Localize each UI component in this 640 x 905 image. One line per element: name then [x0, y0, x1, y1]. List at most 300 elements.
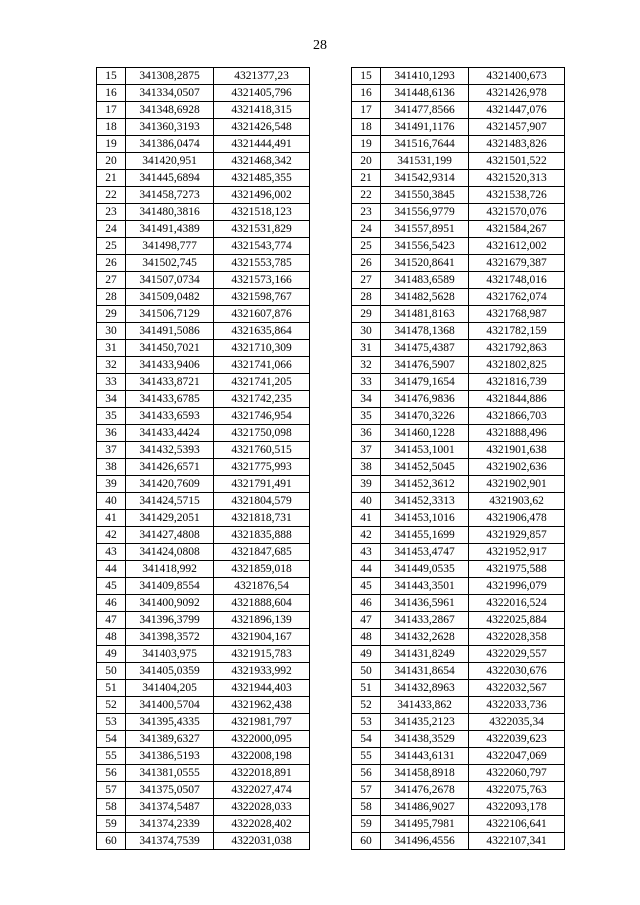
point-number-cell: 32 [97, 357, 126, 374]
point-number-cell: 15 [352, 68, 381, 85]
y-coordinate-cell: 4321748,016 [469, 272, 565, 289]
point-number-cell: 27 [352, 272, 381, 289]
y-coordinate-cell: 4322047,069 [469, 748, 565, 765]
y-coordinate-cell: 4321866,703 [469, 408, 565, 425]
x-coordinate-cell: 341433,4424 [126, 425, 214, 442]
point-number-cell: 21 [97, 170, 126, 187]
x-coordinate-cell: 341398,3572 [126, 629, 214, 646]
table-row [97, 459, 310, 476]
x-coordinate-cell: 341432,2628 [381, 629, 469, 646]
y-coordinate-cell: 4321573,166 [214, 272, 310, 289]
point-number-cell: 34 [352, 391, 381, 408]
point-number-cell: 23 [97, 204, 126, 221]
point-number-cell: 35 [352, 408, 381, 425]
point-number-cell: 39 [352, 476, 381, 493]
y-coordinate-cell: 4322025,884 [469, 612, 565, 629]
table-row [97, 255, 310, 272]
y-coordinate-cell: 4321902,636 [469, 459, 565, 476]
x-coordinate-cell: 341483,6589 [381, 272, 469, 289]
table-row [97, 272, 310, 289]
y-coordinate-cell: 4321876,54 [214, 578, 310, 595]
coordinates-table-right [351, 67, 565, 850]
y-coordinate-cell: 4322060,797 [469, 765, 565, 782]
table-row [97, 204, 310, 221]
x-coordinate-cell: 341542,9314 [381, 170, 469, 187]
y-coordinate-cell: 4321835,888 [214, 527, 310, 544]
x-coordinate-cell: 341557,8951 [381, 221, 469, 238]
point-number-cell: 26 [352, 255, 381, 272]
x-coordinate-cell: 341396,3799 [126, 612, 214, 629]
x-coordinate-cell: 341427,4808 [126, 527, 214, 544]
y-coordinate-cell: 4321584,267 [469, 221, 565, 238]
y-coordinate-cell: 4322008,198 [214, 748, 310, 765]
x-coordinate-cell: 341498,777 [126, 238, 214, 255]
x-coordinate-cell: 341475,4387 [381, 340, 469, 357]
y-coordinate-cell: 4321426,548 [214, 119, 310, 136]
y-coordinate-cell: 4321518,123 [214, 204, 310, 221]
point-number-cell: 28 [97, 289, 126, 306]
table-row [97, 289, 310, 306]
x-coordinate-cell: 341516,7644 [381, 136, 469, 153]
y-coordinate-cell: 4321902,901 [469, 476, 565, 493]
table-row [352, 493, 565, 510]
point-number-cell: 42 [97, 527, 126, 544]
x-coordinate-cell: 341449,0535 [381, 561, 469, 578]
point-number-cell: 58 [352, 799, 381, 816]
x-coordinate-cell: 341432,5393 [126, 442, 214, 459]
y-coordinate-cell: 4322031,038 [214, 833, 310, 850]
x-coordinate-cell: 341360,3193 [126, 119, 214, 136]
y-coordinate-cell: 4322075,763 [469, 782, 565, 799]
table-row [97, 646, 310, 663]
point-number-cell: 17 [352, 102, 381, 119]
y-coordinate-cell: 4321952,917 [469, 544, 565, 561]
x-coordinate-cell: 341374,7539 [126, 833, 214, 850]
x-coordinate-cell: 341458,7273 [126, 187, 214, 204]
x-coordinate-cell: 341424,0808 [126, 544, 214, 561]
point-number-cell: 40 [97, 493, 126, 510]
point-number-cell: 50 [352, 663, 381, 680]
table-row [97, 561, 310, 578]
y-coordinate-cell: 4321904,167 [214, 629, 310, 646]
x-coordinate-cell: 341491,5086 [126, 323, 214, 340]
table-row [352, 425, 565, 442]
x-coordinate-cell: 341400,9092 [126, 595, 214, 612]
x-coordinate-cell: 341409,8554 [126, 578, 214, 595]
y-coordinate-cell: 4321531,829 [214, 221, 310, 238]
table-row [352, 170, 565, 187]
point-number-cell: 39 [97, 476, 126, 493]
table-row [352, 374, 565, 391]
y-coordinate-cell: 4321896,139 [214, 612, 310, 629]
point-number-cell: 41 [352, 510, 381, 527]
y-coordinate-cell: 4321741,066 [214, 357, 310, 374]
y-coordinate-cell: 4322018,891 [214, 765, 310, 782]
table-row [97, 391, 310, 408]
point-number-cell: 44 [97, 561, 126, 578]
y-coordinate-cell: 4321768,987 [469, 306, 565, 323]
table-row [352, 204, 565, 221]
y-coordinate-cell: 4322028,033 [214, 799, 310, 816]
table-row [97, 408, 310, 425]
table-row [352, 323, 565, 340]
x-coordinate-cell: 341403,975 [126, 646, 214, 663]
table-row [352, 731, 565, 748]
x-coordinate-cell: 341452,3612 [381, 476, 469, 493]
table-row [352, 221, 565, 238]
y-coordinate-cell: 4322032,567 [469, 680, 565, 697]
y-coordinate-cell: 4321903,62 [469, 493, 565, 510]
table-row [97, 153, 310, 170]
y-coordinate-cell: 4321802,825 [469, 357, 565, 374]
point-number-cell: 26 [97, 255, 126, 272]
y-coordinate-cell: 4321426,978 [469, 85, 565, 102]
point-number-cell: 55 [352, 748, 381, 765]
x-coordinate-cell: 341375,0507 [126, 782, 214, 799]
point-number-cell: 41 [97, 510, 126, 527]
x-coordinate-cell: 341433,6785 [126, 391, 214, 408]
y-coordinate-cell: 4322028,358 [469, 629, 565, 646]
y-coordinate-cell: 4321981,797 [214, 714, 310, 731]
y-coordinate-cell: 4321710,309 [214, 340, 310, 357]
point-number-cell: 25 [352, 238, 381, 255]
point-number-cell: 48 [352, 629, 381, 646]
y-coordinate-cell: 4321742,235 [214, 391, 310, 408]
y-coordinate-cell: 4321741,205 [214, 374, 310, 391]
table-row [352, 629, 565, 646]
table-row [97, 340, 310, 357]
table-row [352, 255, 565, 272]
y-coordinate-cell: 4322029,557 [469, 646, 565, 663]
y-coordinate-cell: 4321444,491 [214, 136, 310, 153]
table-row [352, 187, 565, 204]
table-row [97, 323, 310, 340]
table-row [352, 663, 565, 680]
y-coordinate-cell: 4321520,313 [469, 170, 565, 187]
y-coordinate-cell: 4321859,018 [214, 561, 310, 578]
point-number-cell: 38 [352, 459, 381, 476]
table-row [97, 136, 310, 153]
x-coordinate-cell: 341405,0359 [126, 663, 214, 680]
x-coordinate-cell: 341374,5487 [126, 799, 214, 816]
y-coordinate-cell: 4322033,736 [469, 697, 565, 714]
table-row [352, 748, 565, 765]
point-number-cell: 51 [97, 680, 126, 697]
y-coordinate-cell: 4321418,315 [214, 102, 310, 119]
point-number-cell: 27 [97, 272, 126, 289]
y-coordinate-cell: 4321975,588 [469, 561, 565, 578]
y-coordinate-cell: 4322106,641 [469, 816, 565, 833]
x-coordinate-cell: 341450,7021 [126, 340, 214, 357]
table-row [352, 340, 565, 357]
table-row [352, 544, 565, 561]
y-coordinate-cell: 4321538,726 [469, 187, 565, 204]
y-coordinate-cell: 4321929,857 [469, 527, 565, 544]
point-number-cell: 58 [97, 799, 126, 816]
table-row [352, 646, 565, 663]
table-row [352, 459, 565, 476]
y-coordinate-cell: 4321607,876 [214, 306, 310, 323]
x-coordinate-cell: 341404,205 [126, 680, 214, 697]
x-coordinate-cell: 341507,0734 [126, 272, 214, 289]
point-number-cell: 43 [352, 544, 381, 561]
y-coordinate-cell: 4321750,098 [214, 425, 310, 442]
table-row [352, 561, 565, 578]
table-row [352, 357, 565, 374]
point-number-cell: 38 [97, 459, 126, 476]
x-coordinate-cell: 341495,7981 [381, 816, 469, 833]
table-row [352, 68, 565, 85]
table-row [352, 816, 565, 833]
table-row [97, 357, 310, 374]
table-row [352, 799, 565, 816]
page-number: 28 [313, 38, 327, 53]
point-number-cell: 17 [97, 102, 126, 119]
point-number-cell: 25 [97, 238, 126, 255]
point-number-cell: 29 [352, 306, 381, 323]
point-number-cell: 16 [352, 85, 381, 102]
y-coordinate-cell: 4321468,342 [214, 153, 310, 170]
y-coordinate-cell: 4322093,178 [469, 799, 565, 816]
point-number-cell: 49 [352, 646, 381, 663]
x-coordinate-cell: 341478,1368 [381, 323, 469, 340]
point-number-cell: 60 [352, 833, 381, 850]
x-coordinate-cell: 341556,5423 [381, 238, 469, 255]
point-number-cell: 20 [97, 153, 126, 170]
table-row [352, 391, 565, 408]
point-number-cell: 55 [97, 748, 126, 765]
y-coordinate-cell: 4321901,638 [469, 442, 565, 459]
y-coordinate-cell: 4321543,774 [214, 238, 310, 255]
table-row [352, 238, 565, 255]
point-number-cell: 35 [97, 408, 126, 425]
table-row [97, 595, 310, 612]
table-row [352, 306, 565, 323]
x-coordinate-cell: 341480,3816 [126, 204, 214, 221]
point-number-cell: 45 [352, 578, 381, 595]
y-coordinate-cell: 4321612,002 [469, 238, 565, 255]
x-coordinate-cell: 341482,5628 [381, 289, 469, 306]
y-coordinate-cell: 4321635,864 [214, 323, 310, 340]
x-coordinate-cell: 341436,5961 [381, 595, 469, 612]
table-row [97, 374, 310, 391]
y-coordinate-cell: 4322035,34 [469, 714, 565, 731]
x-coordinate-cell: 341420,951 [126, 153, 214, 170]
x-coordinate-cell: 341453,1001 [381, 442, 469, 459]
point-number-cell: 50 [97, 663, 126, 680]
table-row [97, 442, 310, 459]
y-coordinate-cell: 4321679,387 [469, 255, 565, 272]
y-coordinate-cell: 4322039,623 [469, 731, 565, 748]
y-coordinate-cell: 4321598,767 [214, 289, 310, 306]
point-number-cell: 36 [352, 425, 381, 442]
point-number-cell: 37 [352, 442, 381, 459]
table-row [97, 238, 310, 255]
point-number-cell: 46 [352, 595, 381, 612]
table-row [97, 578, 310, 595]
table-row [352, 119, 565, 136]
point-number-cell: 47 [97, 612, 126, 629]
x-coordinate-cell: 341476,2678 [381, 782, 469, 799]
y-coordinate-cell: 4321888,496 [469, 425, 565, 442]
x-coordinate-cell: 341443,3501 [381, 578, 469, 595]
table-row [352, 680, 565, 697]
y-coordinate-cell: 4321405,796 [214, 85, 310, 102]
table-row [97, 765, 310, 782]
table-row [97, 510, 310, 527]
x-coordinate-cell: 341445,6894 [126, 170, 214, 187]
point-number-cell: 43 [97, 544, 126, 561]
y-coordinate-cell: 4321915,783 [214, 646, 310, 663]
table-row [97, 748, 310, 765]
table-row [352, 102, 565, 119]
table-row [97, 68, 310, 85]
y-coordinate-cell: 4321888,604 [214, 595, 310, 612]
x-coordinate-cell: 341491,4389 [126, 221, 214, 238]
table-row [352, 153, 565, 170]
point-number-cell: 56 [352, 765, 381, 782]
y-coordinate-cell: 4321762,074 [469, 289, 565, 306]
point-number-cell: 49 [97, 646, 126, 663]
table-row [97, 527, 310, 544]
y-coordinate-cell: 4322030,676 [469, 663, 565, 680]
y-coordinate-cell: 4321485,355 [214, 170, 310, 187]
point-number-cell: 32 [352, 357, 381, 374]
point-number-cell: 52 [97, 697, 126, 714]
table-row [97, 544, 310, 561]
y-coordinate-cell: 4321775,993 [214, 459, 310, 476]
y-coordinate-cell: 4321457,907 [469, 119, 565, 136]
table-row [97, 833, 310, 850]
point-number-cell: 30 [97, 323, 126, 340]
y-coordinate-cell: 4321400,673 [469, 68, 565, 85]
x-coordinate-cell: 341431,8654 [381, 663, 469, 680]
point-number-cell: 57 [97, 782, 126, 799]
point-number-cell: 33 [97, 374, 126, 391]
y-coordinate-cell: 4322107,341 [469, 833, 565, 850]
x-coordinate-cell: 341429,2051 [126, 510, 214, 527]
table-row [97, 85, 310, 102]
x-coordinate-cell: 341481,8163 [381, 306, 469, 323]
y-coordinate-cell: 4321906,478 [469, 510, 565, 527]
x-coordinate-cell: 341452,5045 [381, 459, 469, 476]
point-number-cell: 19 [97, 136, 126, 153]
table-row [352, 85, 565, 102]
x-coordinate-cell: 341334,0507 [126, 85, 214, 102]
table-row [97, 187, 310, 204]
point-number-cell: 48 [97, 629, 126, 646]
x-coordinate-cell: 341431,8249 [381, 646, 469, 663]
y-coordinate-cell: 4321377,23 [214, 68, 310, 85]
point-number-cell: 22 [352, 187, 381, 204]
point-number-cell: 16 [97, 85, 126, 102]
x-coordinate-cell: 341477,8566 [381, 102, 469, 119]
point-number-cell: 57 [352, 782, 381, 799]
point-number-cell: 59 [352, 816, 381, 833]
table-row [97, 493, 310, 510]
table-row [97, 697, 310, 714]
table-row [352, 595, 565, 612]
y-coordinate-cell: 4321760,515 [214, 442, 310, 459]
x-coordinate-cell: 341476,5907 [381, 357, 469, 374]
point-number-cell: 46 [97, 595, 126, 612]
table-row [97, 221, 310, 238]
table-row [352, 476, 565, 493]
x-coordinate-cell: 341424,5715 [126, 493, 214, 510]
x-coordinate-cell: 341531,199 [381, 153, 469, 170]
y-coordinate-cell: 4321553,785 [214, 255, 310, 272]
x-coordinate-cell: 341410,1293 [381, 68, 469, 85]
table-row [352, 612, 565, 629]
y-coordinate-cell: 4322028,402 [214, 816, 310, 833]
y-coordinate-cell: 4321496,002 [214, 187, 310, 204]
x-coordinate-cell: 341453,4747 [381, 544, 469, 561]
x-coordinate-cell: 341496,4556 [381, 833, 469, 850]
point-number-cell: 20 [352, 153, 381, 170]
x-coordinate-cell: 341455,1699 [381, 527, 469, 544]
table-row [97, 306, 310, 323]
point-number-cell: 52 [352, 697, 381, 714]
x-coordinate-cell: 341400,5704 [126, 697, 214, 714]
point-number-cell: 40 [352, 493, 381, 510]
x-coordinate-cell: 341386,0474 [126, 136, 214, 153]
y-coordinate-cell: 4321818,731 [214, 510, 310, 527]
point-number-cell: 34 [97, 391, 126, 408]
x-coordinate-cell: 341479,1654 [381, 374, 469, 391]
x-coordinate-cell: 341458,8918 [381, 765, 469, 782]
x-coordinate-cell: 341426,6571 [126, 459, 214, 476]
point-number-cell: 56 [97, 765, 126, 782]
y-coordinate-cell: 4321816,739 [469, 374, 565, 391]
y-coordinate-cell: 4322016,524 [469, 595, 565, 612]
x-coordinate-cell: 341386,5193 [126, 748, 214, 765]
table-row [97, 799, 310, 816]
x-coordinate-cell: 341374,2339 [126, 816, 214, 833]
point-number-cell: 45 [97, 578, 126, 595]
table-row [352, 765, 565, 782]
x-coordinate-cell: 341438,3529 [381, 731, 469, 748]
table-row [97, 102, 310, 119]
x-coordinate-cell: 341433,9406 [126, 357, 214, 374]
y-coordinate-cell: 4321746,954 [214, 408, 310, 425]
table-row [352, 272, 565, 289]
x-coordinate-cell: 341435,2123 [381, 714, 469, 731]
coordinates-table-left [96, 67, 310, 850]
table-row [97, 629, 310, 646]
x-coordinate-cell: 341420,7609 [126, 476, 214, 493]
x-coordinate-cell: 341491,1176 [381, 119, 469, 136]
point-number-cell: 19 [352, 136, 381, 153]
point-number-cell: 31 [352, 340, 381, 357]
x-coordinate-cell: 341476,9836 [381, 391, 469, 408]
point-number-cell: 30 [352, 323, 381, 340]
x-coordinate-cell: 341433,6593 [126, 408, 214, 425]
table-row [97, 170, 310, 187]
point-number-cell: 22 [97, 187, 126, 204]
point-number-cell: 28 [352, 289, 381, 306]
point-number-cell: 53 [352, 714, 381, 731]
y-coordinate-cell: 4321944,403 [214, 680, 310, 697]
y-coordinate-cell: 4321447,076 [469, 102, 565, 119]
table-row [352, 136, 565, 153]
point-number-cell: 21 [352, 170, 381, 187]
x-coordinate-cell: 341460,1228 [381, 425, 469, 442]
y-coordinate-cell: 4321933,992 [214, 663, 310, 680]
x-coordinate-cell: 341448,6136 [381, 85, 469, 102]
x-coordinate-cell: 341308,2875 [126, 68, 214, 85]
table-row [97, 680, 310, 697]
x-coordinate-cell: 341520,8641 [381, 255, 469, 272]
